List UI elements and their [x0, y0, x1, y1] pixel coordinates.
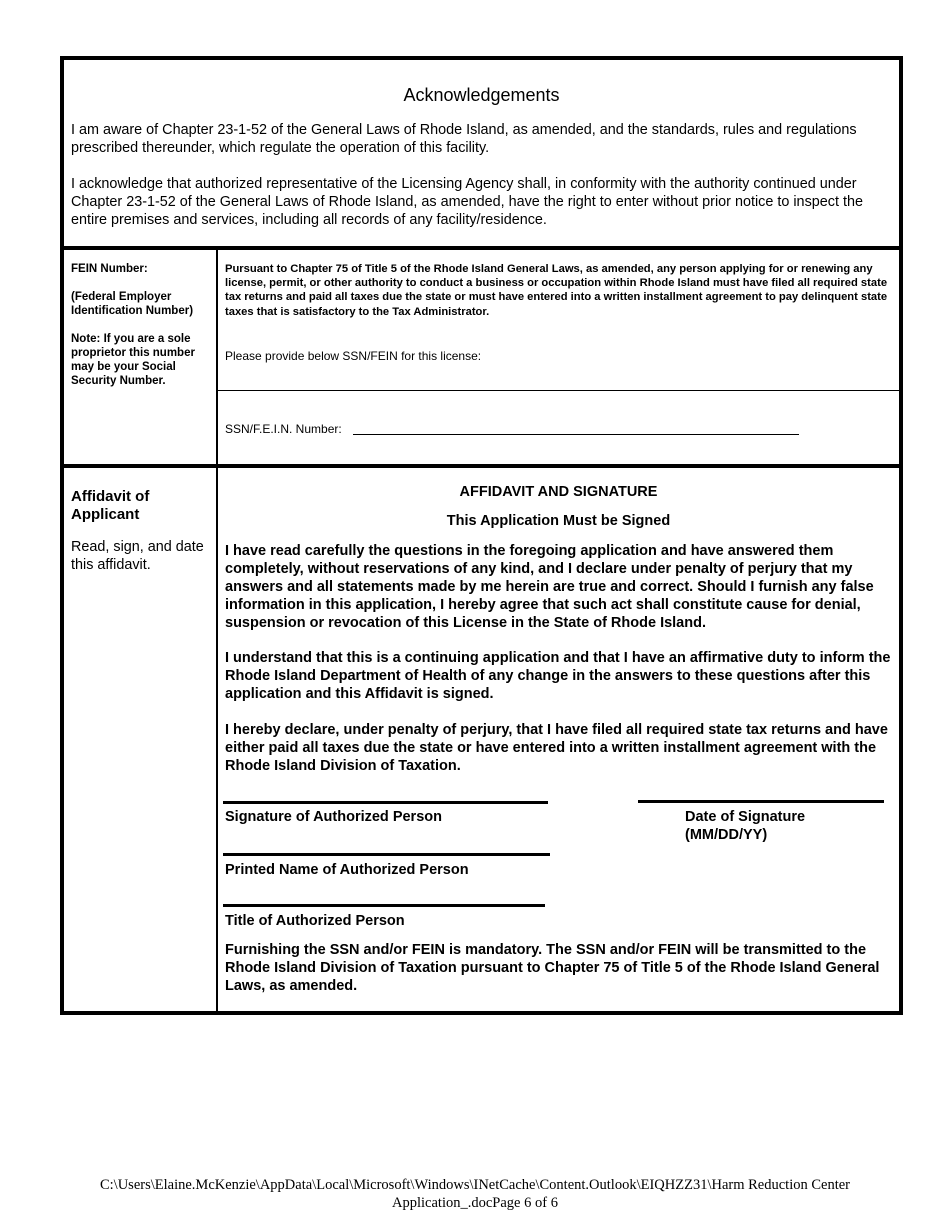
signature-label: Signature of Authorized Person — [225, 809, 442, 825]
ssn-fein-prompt: Please provide below SSN/FEIN for this license: — [225, 349, 482, 363]
acknowledgements-paragraph-2: I acknowledge that authorized representative of the Licensing Agency shall, in conformity with the authority continued under Chapter 23-1-52 of the General Laws of Rhode Island, as amended, have the right to enter without prior notice to inspect the entire premises and services, including all records of any facility/residence. — [71, 176, 863, 228]
title-line[interactable] — [223, 904, 545, 907]
affidavit-title: AFFIDAVIT AND SIGNATURE — [459, 484, 658, 500]
affidavit-left-title: Affidavit of Applicant — [71, 488, 150, 523]
footer-path-line-2: Application_.docPage 6 of 6 — [392, 1195, 558, 1211]
acknowledgements-title: Acknowledgements — [403, 85, 560, 105]
signature-line[interactable] — [223, 801, 548, 804]
date-signature-label-line-2: (MM/DD/YY) — [685, 827, 768, 843]
acknowledgements-section — [64, 60, 899, 250]
fein-label-block — [71, 262, 211, 402]
printed-name-label: Printed Name of Authorized Person — [225, 862, 469, 878]
affidavit-label-block — [71, 488, 211, 574]
form-frame — [60, 56, 903, 1015]
affidavit-paragraph-2: I understand that this is a continuing application and that I have an affirmative duty to inform the Rhode Island Department of Health of any change in the answers to these questions after this application and this Affidavit is signed. — [225, 650, 891, 702]
ssn-fein-label: SSN/F.E.I.N. Number: — [225, 422, 342, 436]
affidavit-paragraph-1: I have read carefully the questions in the foregoing application and have answered them completely, without reservations of any kind, and I declare under penalty of perjury that my answers and all statements made by me herein are true and correct. Should I furnish any false information in this application, I hereby agree that such act shall constitute cause for denial, suspension or revocation of this License in the State of Rhode Island. — [225, 543, 874, 631]
acknowledgements-paragraph-1: I am aware of Chapter 23-1-52 of the General Laws of Rhode Island, as amended, and the standards, rules and regulations prescribed thereunder, which regulate the operation of this facility. — [71, 122, 857, 156]
mandatory-disclosure-note: Furnishing the SSN and/or FEIN is mandatory. The SSN and/or FEIN will be transmitted to the Rhode Island Division of Taxation pursuant to Chapter 75 of Title 5 of the Rhode Island General Laws, as amended. — [225, 942, 880, 994]
date-signature-line[interactable] — [638, 800, 884, 803]
page-footer — [0, 1176, 950, 1212]
date-signature-label — [685, 808, 805, 844]
fein-label-expanded: (Federal Employer Identification Number) — [71, 291, 194, 317]
ssn-fein-input-line[interactable] — [353, 434, 799, 435]
affidavit-instruction: Read, sign, and date this affidavit. — [71, 539, 204, 573]
left-column-divider — [216, 250, 218, 1011]
fein-note: Note: If you are a sole proprietor this number may be your Social Security Number. — [71, 333, 195, 387]
fein-section-divider — [64, 464, 899, 468]
printed-name-line[interactable] — [223, 853, 550, 856]
footer-path-line-1: C:\Users\Elaine.McKenzie\AppData\Local\Microsoft\Windows\INetCache\Content.Outlook\EIQHZZ31\Harm Reduction Center — [99, 1177, 850, 1193]
affidavit-paragraph-3: I hereby declare, under penalty of perjury, that I have filed all required state tax returns and have either paid all taxes due the state or have entered into a written installment agreement with the Rhode Island Division of Taxation. — [225, 722, 888, 774]
date-signature-label-line-1: Date of Signature — [685, 809, 806, 825]
title-label: Title of Authorized Person — [225, 913, 405, 929]
affidavit-subtitle: This Application Must be Signed — [446, 513, 671, 529]
tax-notice: Pursuant to Chapter 75 of Title 5 of the Rhode Island General Laws, as amended, any person applying for or renewing any license, permit, or other authority to conduct a business or occupation within Rhode Island must have filed all required state tax returns and paid all taxes due the state or must have entered into a written installment agreement to pay delinquent state taxes that is satisfactory to the Tax Administrator. — [225, 263, 888, 318]
fein-inner-divider — [218, 390, 899, 391]
fein-label: FEIN Number: — [71, 263, 148, 275]
